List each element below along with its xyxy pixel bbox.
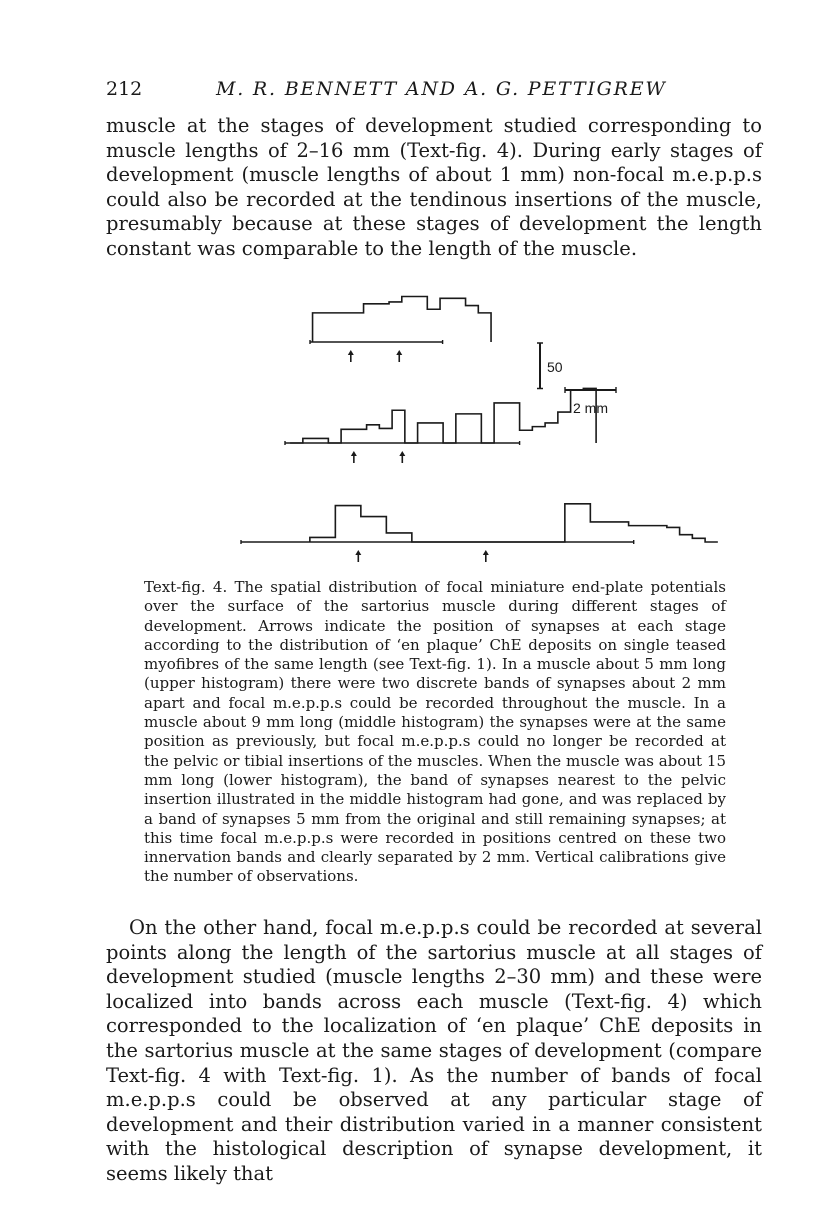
histogram-outline	[290, 388, 596, 443]
figure-caption	[144, 578, 726, 887]
histogram-bin	[379, 428, 392, 443]
histogram-bin	[338, 313, 351, 342]
histogram-bin	[430, 423, 443, 443]
caption-text: Text-fig. 4. The spatial distribution of focal miniature end-plate potentials over the surface of the sartorius muscle during different stages of development. Arrows indicate the position of synapses at each stage according to the distribution of ‘en plaque’ ChE deposits on single teased myofibres of the same length (see Text-fig. 1). In a muscle about 5 mm long (upper histogram) there were two discrete bands of synapses about 2 mm apart and focal m.e.p.p.s could be recorded throughout the muscle. In a muscle about 9 mm long (middle histogram) the synapses were at the same position as previously, but focal m.e.p.p.s could no longer be recorded at the pelvic or tibial insertions of the muscles. When the muscle was about 15 mm long (lower histogram), the band of synapses nearest to the pelvic insertion illustrated in the middle histogram had gone, and was replaced by a band of synapses 5 mm from the original and still remaining synapses; at this time focal m.e.p.p.s were recorded in positions centred on these two innervation bands and clearly separated by 2 mm. Vertical calibrations give the number of observations.	[144, 578, 726, 886]
histogram-bin	[629, 526, 642, 542]
histogram-bin	[654, 526, 667, 542]
histogram-bin	[558, 412, 571, 443]
histogram-outline	[310, 504, 718, 542]
histogram-bin	[354, 429, 367, 443]
histogram-bin	[374, 517, 387, 542]
histogram-bin	[341, 429, 354, 443]
histogram-bin	[415, 297, 428, 343]
running-head: M. R. BENNETT AND A. G. PETTIGREW	[216, 78, 667, 100]
histogram-bin	[545, 423, 558, 443]
histogram-bin	[578, 504, 591, 542]
body-paragraph	[106, 916, 762, 1187]
synapse-arrowhead-icon	[351, 451, 357, 456]
histogram-bin	[565, 504, 578, 542]
histogram-bin	[667, 527, 680, 542]
histogram-bin	[680, 535, 693, 542]
histogram-bin	[466, 306, 479, 342]
histogram-bin	[389, 302, 402, 342]
synapse-arrowhead-icon	[396, 350, 402, 355]
histogram-bin	[571, 390, 584, 443]
histogram-bin	[440, 298, 453, 342]
synapse-arrowhead-icon	[399, 451, 405, 456]
histogram-bin	[453, 298, 466, 342]
histogram-bin	[532, 427, 545, 443]
paragraph-text: muscle at the stages of development studied corresponding to muscle lengths of 2–16 mm (Text-fig. 4). During early stages of development (muscle lengths of about 1 mm) non-focal m.e.p.p.s could also be recorded at the tendinous insertions of the muscle, presumably because at these stages of development the length constant was comparable to the length of the muscle.	[106, 114, 762, 260]
histogram-bin	[494, 403, 507, 443]
histogram-bin	[392, 410, 405, 443]
horizontal-calibration-label: 2 mm	[573, 400, 608, 416]
histogram-bin	[469, 414, 482, 443]
histogram-bin	[386, 533, 399, 542]
vertical-calibration-label: 50	[547, 359, 563, 375]
synapse-arrowhead-icon	[348, 350, 354, 355]
histogram-bin	[402, 297, 415, 343]
histogram-bin	[348, 506, 361, 542]
histogram-bin	[376, 304, 389, 342]
histogram-bin	[364, 304, 377, 342]
histogram-bin	[313, 313, 326, 342]
histogram-bin	[641, 526, 654, 542]
histogram-bin	[399, 533, 412, 542]
histogram-bin	[427, 309, 440, 342]
histogram-bin	[507, 403, 520, 443]
histogram-bin	[456, 414, 469, 443]
histogram-outline	[313, 297, 492, 343]
histogram-bin	[351, 313, 364, 342]
histogram-bin	[520, 430, 533, 443]
synapse-arrowhead-icon	[483, 550, 489, 555]
histogram-bin	[478, 313, 491, 342]
histogram-bin	[616, 522, 629, 542]
page-number: 212	[106, 78, 143, 100]
histogram-bin	[367, 425, 380, 443]
histogram-bin	[418, 423, 431, 443]
histogram-bin	[590, 522, 603, 542]
histogram-bin	[361, 517, 374, 542]
histogram-bin	[335, 506, 348, 542]
histogram-bin	[603, 522, 616, 542]
histogram-bin	[325, 313, 338, 342]
text-fig-4-histograms	[0, 0, 816, 570]
synapse-arrowhead-icon	[355, 550, 361, 555]
paragraph-text: On the other hand, focal m.e.p.p.s could be recorded at several points along the length of the sartorius muscle at all stages of development studied (muscle lengths 2–30 mm) and these were localized into bands across each muscle (Text-fig. 4) which corresponded to the localization of ‘en plaque’ ChE deposits in the sartorius muscle at the same stages of development (compare Text-fig. 4 with Text-fig. 1). As the number of bands of focal m.e.p.p.s could be observed at any particular stage of development and their distribution varied in a manner consistent with the histological description of synapse development, it seems likely that	[106, 916, 762, 1185]
